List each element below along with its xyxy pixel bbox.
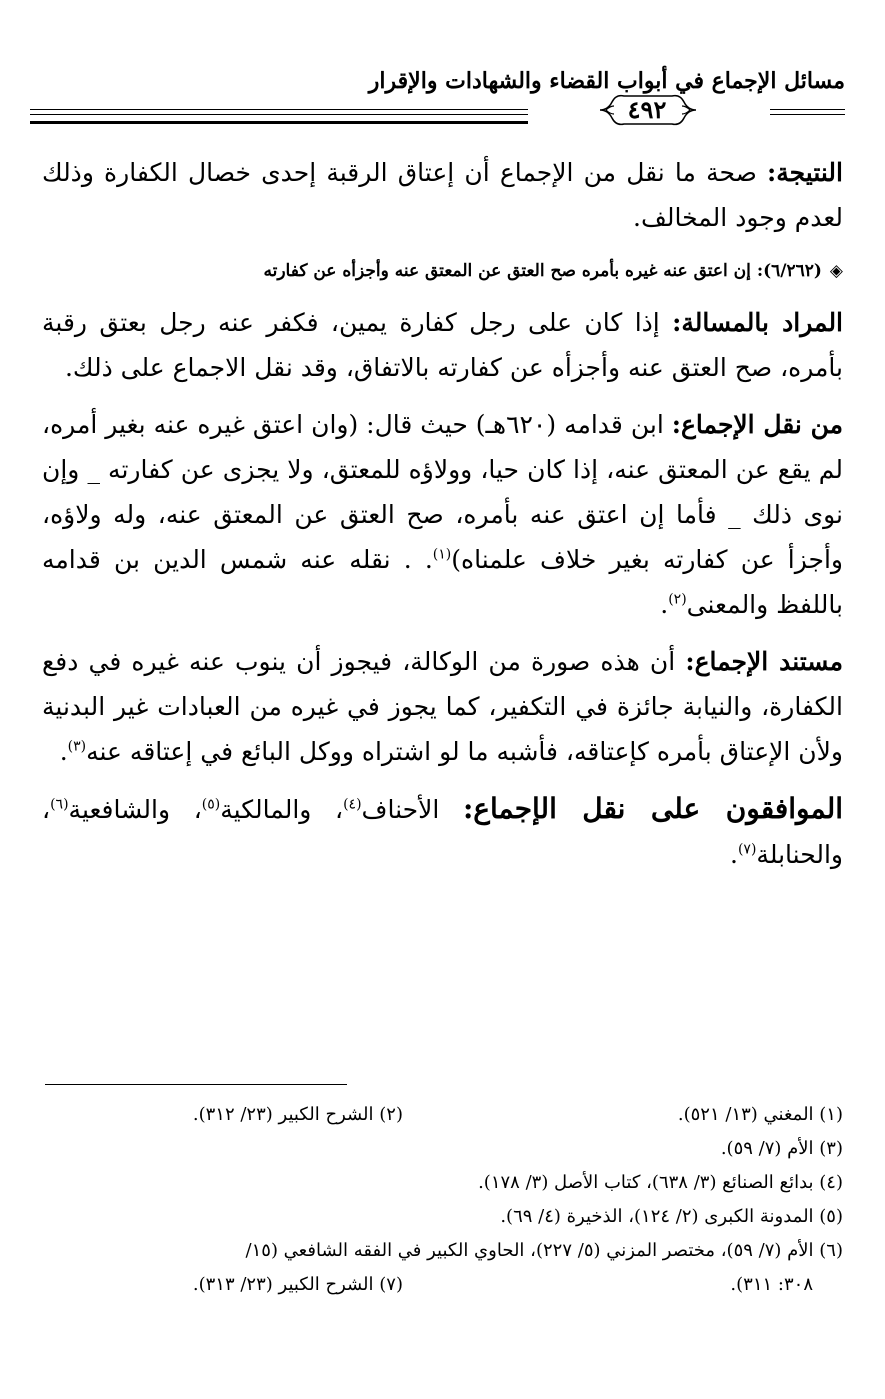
footnotes xyxy=(40,1098,843,1302)
running-title: مسائل الإجماع في أبواب القضاء والشهادات والإقرار xyxy=(368,68,845,94)
footnote-ref[interactable]: (٥) xyxy=(201,796,221,813)
agreeing-maliki: ، والمالكية xyxy=(220,795,344,824)
footnote-6-continued: ٣٠٨: ٣١١). xyxy=(730,1274,813,1295)
footnote-6: (٦) الأم (٧/ ٥٩)، مختصر المزني (٥/ ٢٢٧)، الحاوي الكبير في الفقه الشافعي (١٥/ xyxy=(245,1240,843,1261)
footnote-row xyxy=(40,1268,843,1302)
issue-heading xyxy=(42,256,843,286)
footnote-row xyxy=(40,1098,843,1132)
period: . xyxy=(660,590,669,619)
footnote-separator xyxy=(45,1084,347,1085)
period: . xyxy=(730,840,738,869)
basis-paragraph xyxy=(42,639,843,774)
agreeing-heading: الموافقون على نقل الإجماع: xyxy=(462,792,844,825)
footnote-7: (٧) الشرح الكبير (٢٣/ ٣١٣). xyxy=(192,1274,403,1295)
footnote-row xyxy=(40,1166,843,1200)
agreeing-hanbali: ، والحنابلة xyxy=(42,795,843,869)
footnote-3: (٣) الأم (٧/ ٥٩). xyxy=(720,1138,843,1159)
footnote-ref[interactable]: (١) xyxy=(432,546,452,563)
footnote-ref[interactable]: (٣) xyxy=(67,738,87,755)
header-rule-left xyxy=(30,100,528,130)
transmitter-text: ابن قدامه (٦٢٠هـ) حيث قال: (وان اعتق غيره عنه بغير أمره، لم يقع عن المعتق عنه، إذا كان حيا، وولاؤه للمعتق، ولا يجزى عن كفارته _ وإن نوى ذلك _ فأما إن اعتق عنه بأمره، صح العتق عن المعتق عنه، وله ولاؤه، وأجزأ عن كفارته بغير خلاف علمناه) xyxy=(42,410,844,574)
transmitter-text-2: . . نقله عنه شمس الدين بن قدامه باللفظ والمعنى xyxy=(42,545,843,619)
result-paragraph xyxy=(42,150,843,240)
footnote-row xyxy=(40,1234,843,1268)
meaning-paragraph xyxy=(42,300,843,390)
meaning-text: إذا كان على رجل كفارة يمين، فكفر عنه رجل بعتق رقبة بأمره، صح العتق عنه وأجزأه عن كفارته بالاتفاق، وقد نقل الاجماع على ذلك. xyxy=(42,308,843,382)
meaning-heading: المراد بالمسالة: xyxy=(672,308,844,337)
main-text xyxy=(42,150,843,877)
period: . xyxy=(59,737,68,766)
transmitter-heading: من نقل الإجماع: xyxy=(671,410,844,439)
issue-title: إن اعتق عنه غيره بأمره صح العتق عن المعتق عنه وأجزأه عن كفارته xyxy=(263,261,757,281)
diamond-bullet-icon: ◈ xyxy=(829,261,843,281)
footnote-2: (٢) الشرح الكبير (٢٣/ ٣١٢). xyxy=(192,1104,403,1125)
basis-heading: مستند الإجماع: xyxy=(685,647,843,676)
footnote-ref[interactable]: (٤) xyxy=(343,796,362,813)
agreeing-shafii: ، والشافعية xyxy=(68,795,202,824)
issue-number: (٦/٢٦٢): xyxy=(756,261,822,281)
footnote-4: (٤) بدائع الصنائع (٣/ ٦٣٨)، كتاب الأصل (٣/ ١٧٨). xyxy=(478,1172,843,1193)
footnote-5: (٥) المدونة الكبرى (٢/ ١٢٤)، الذخيرة (٤/ ٦٩). xyxy=(500,1206,843,1227)
footnote-ref[interactable]: (٧) xyxy=(737,841,757,858)
footnote-row xyxy=(40,1132,843,1166)
page-number-ornament xyxy=(528,90,760,130)
footnote-ref[interactable]: (٦) xyxy=(50,796,69,813)
footnote-row xyxy=(40,1200,843,1234)
result-heading: النتيجة: xyxy=(767,158,843,187)
header-rule-right xyxy=(770,100,845,130)
result-text: صحة ما نقل من الإجماع أن إعتاق الرقبة إحدى خصال الكفارة وذلك لعدم وجود المخالف. xyxy=(42,158,843,232)
agreeing-hanafi: الأحناف xyxy=(361,795,463,824)
agreeing-paragraph xyxy=(42,786,843,877)
footnote-1: (١) المغني (١٣/ ٥٢١). xyxy=(677,1104,843,1125)
page-number: ٤٩٢ xyxy=(627,95,667,124)
footnote-ref[interactable]: (٢) xyxy=(668,591,687,608)
transmitter-paragraph xyxy=(42,402,843,627)
basis-text: أن هذه صورة من الوكالة، فيجوز أن ينوب عنه غيره في دفع الكفارة، والنيابة جائزة في التكفير، كما يجوز في غيره من العبادات غير البدنية ولأن الإعتاق بأمره كإعتاقه، فأشبه ما لو اشتراه ووكل البائع في إعتاقه عنه xyxy=(42,647,843,766)
